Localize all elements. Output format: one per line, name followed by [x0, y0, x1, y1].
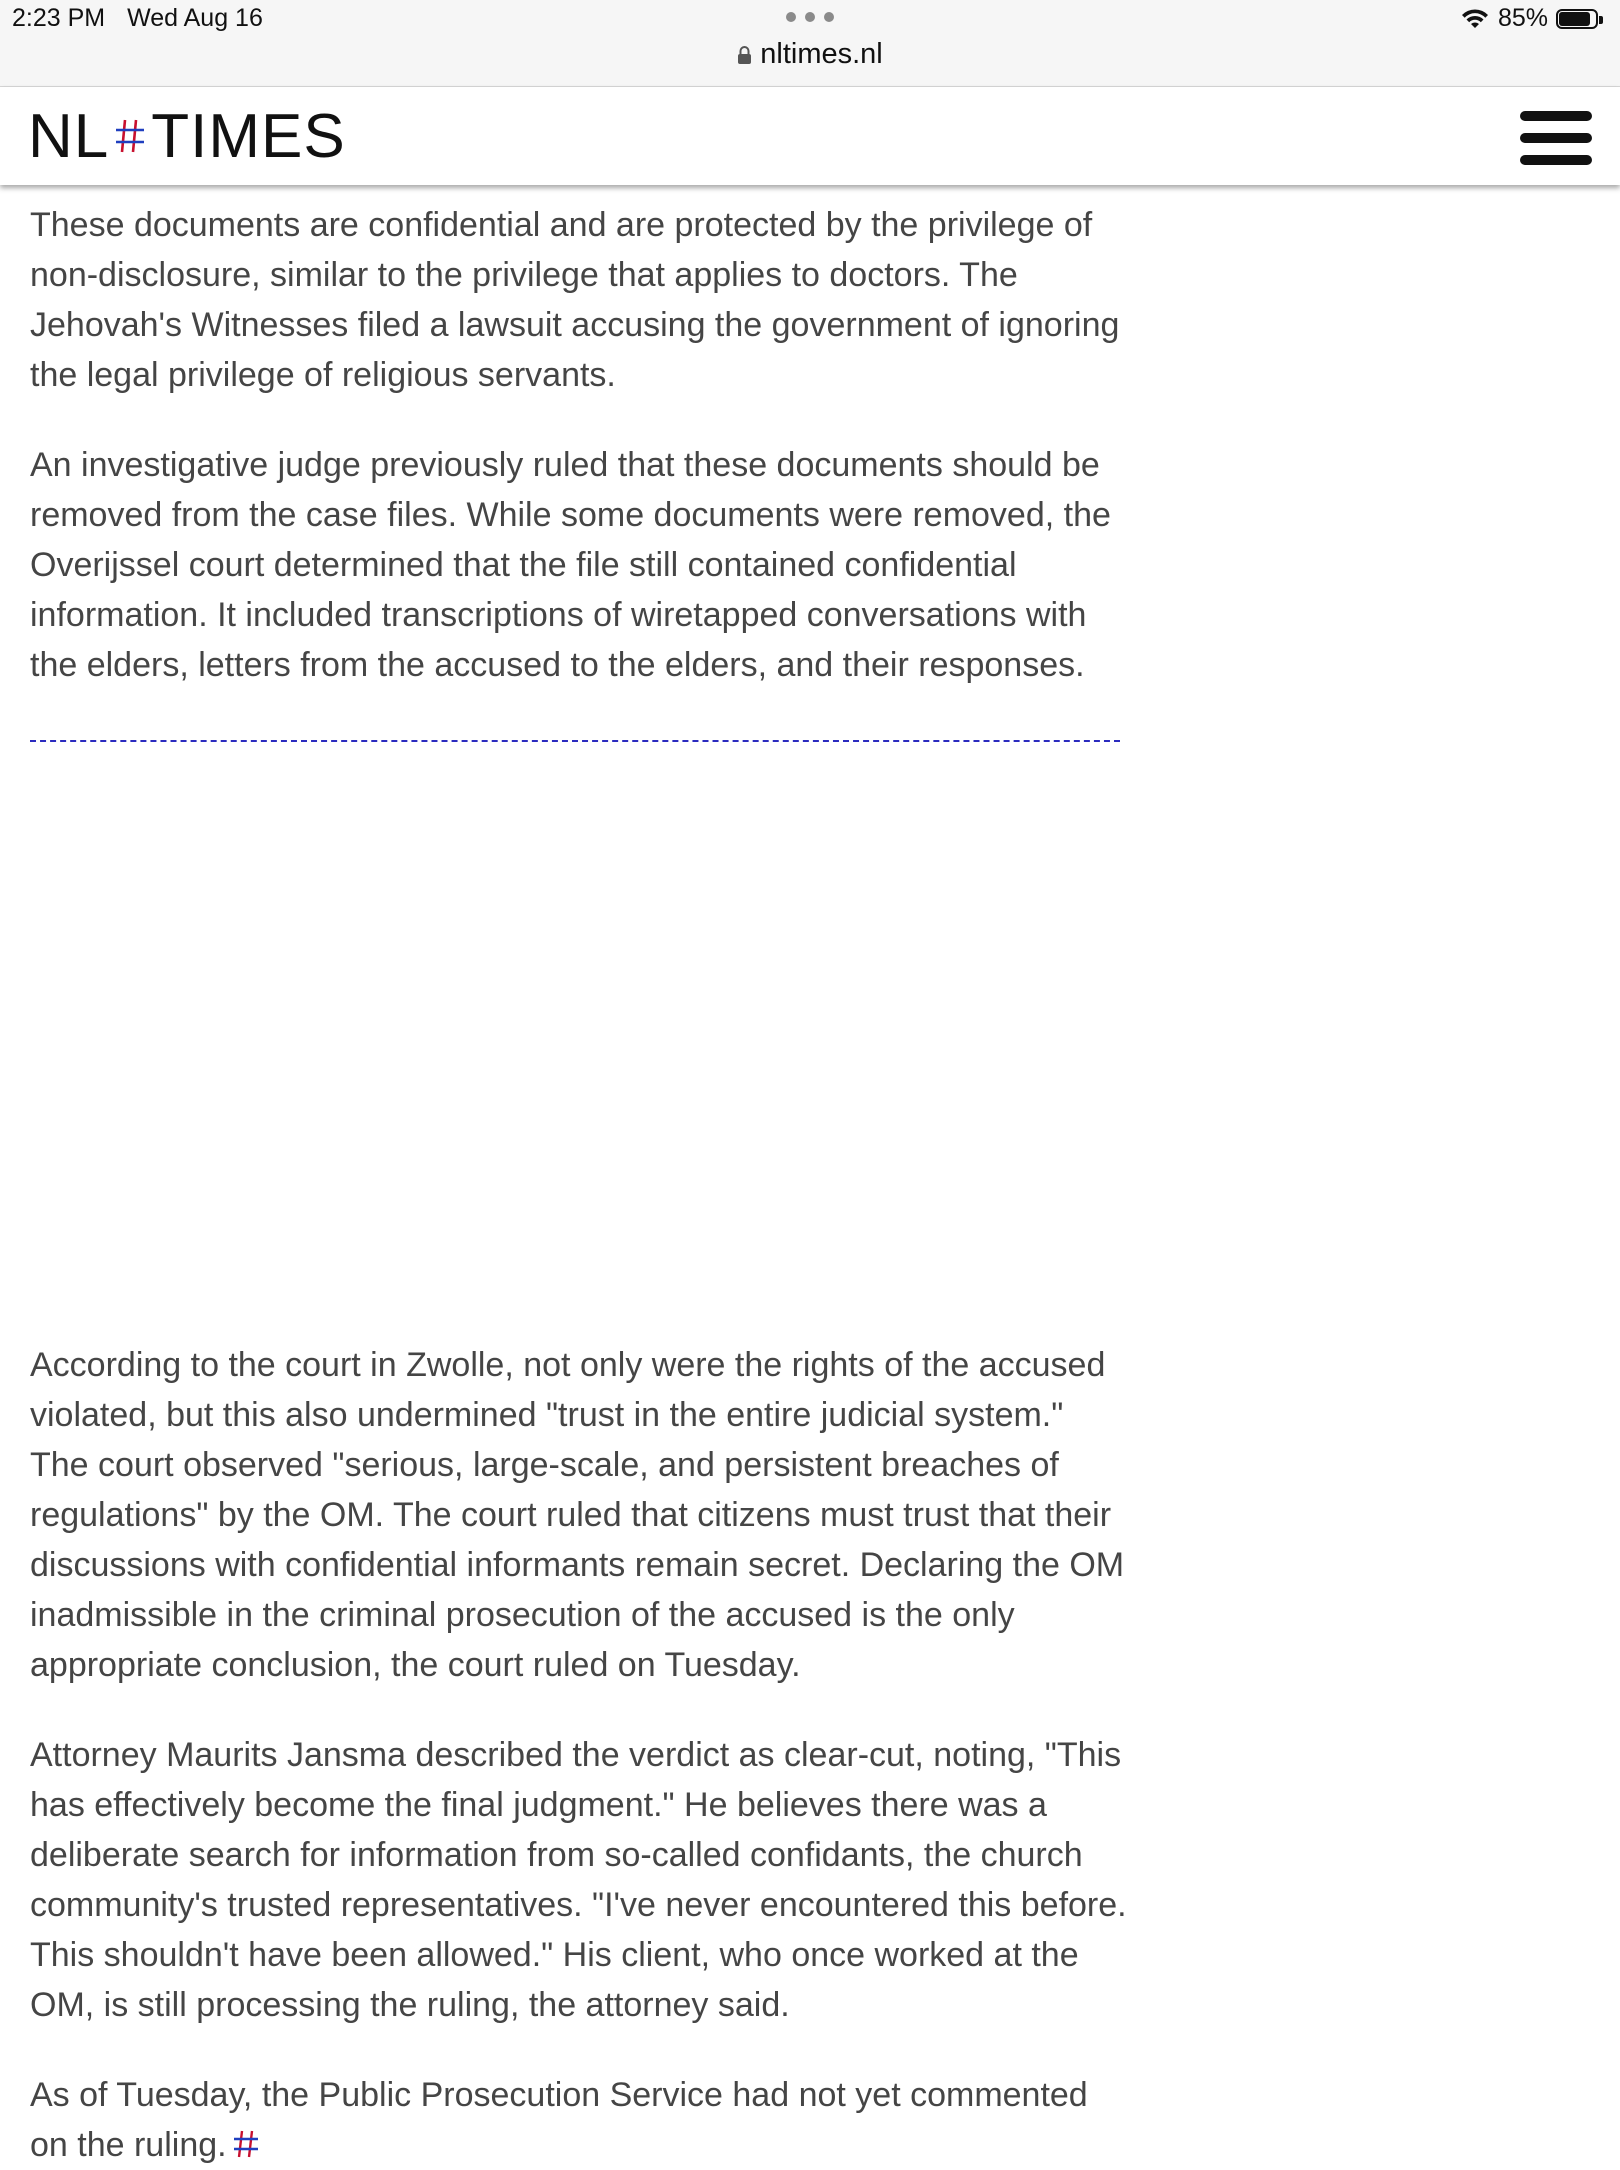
hamburger-menu-icon[interactable]	[1520, 111, 1592, 165]
article-body-upper	[30, 200, 1130, 690]
logo-text-nl: NL	[28, 101, 110, 171]
site-header	[0, 87, 1620, 185]
status-clock: 2:23 PM	[12, 4, 106, 32]
article-paragraph: Attorney Maurits Jansma described the verdict as clear-cut, noting, "This has effectively become the final judgment." He believes there was a deliberate search for information from so-called confidants, the church community's trusted representatives. "I've never encountered this before. This shouldn't have been allowed." His client, who once worked at the OM, is still processing the ruling, the attorney said.	[30, 1736, 1127, 2024]
battery-icon	[1556, 7, 1606, 31]
wifi-icon	[1460, 7, 1490, 31]
status-indicators	[1460, 4, 1606, 33]
article-paragraph: These documents are confidential and are protected by the privilege of non-disclosure, similar to the privilege that applies to doctors. The Jehovah's Witnesses filed a lawsuit accusing the government of ignoring the legal privilege of religious servants.	[30, 206, 1120, 394]
article-paragraph: An investigative judge previously ruled that these documents should be removed from the case files. While some documents were removed, the Overijssel court determined that the file still contained confidential information. It included transcriptions of wiretapped conversations with the elders, letters from the accused to the elders, and their responses.	[30, 446, 1111, 684]
ad-divider	[30, 740, 1120, 742]
article-paragraph-last	[30, 2070, 1130, 2170]
ad-placeholder	[30, 760, 1120, 1320]
article-paragraph: According to the court in Zwolle, not only were the rights of the accused violated, but this also undermined "trust in the entire judicial system." The court observed "serious, large-scale, and persistent breaches of regulations" by the OM. The court ruled that citizens must trust that their discussions with confidential informants remain secret. Declaring the OM inadmissible in the criminal prosecution of the accused is the only appropriate conclusion, the court ruled on Tuesday.	[30, 1346, 1125, 1684]
status-time	[12, 4, 263, 33]
logo-hash-icon	[113, 116, 147, 156]
status-bar	[0, 0, 1620, 87]
more-dots-icon[interactable]	[786, 12, 834, 26]
status-date: Wed Aug 16	[127, 4, 263, 32]
logo-text-times: TIMES	[151, 101, 346, 171]
url-text: nltimes.nl	[760, 38, 883, 70]
battery-level-fill	[1559, 12, 1590, 26]
article-closing-text: As of Tuesday, the Public Prosecution Service had not yet commented on the ruling.	[30, 2076, 1088, 2164]
end-hash-icon	[231, 2128, 261, 2160]
battery-percent: 85%	[1497, 4, 1548, 32]
lock-icon	[737, 45, 752, 65]
site-logo[interactable]	[28, 101, 346, 171]
url-bar[interactable]	[0, 38, 1620, 71]
article-body-lower	[30, 1340, 1130, 2170]
